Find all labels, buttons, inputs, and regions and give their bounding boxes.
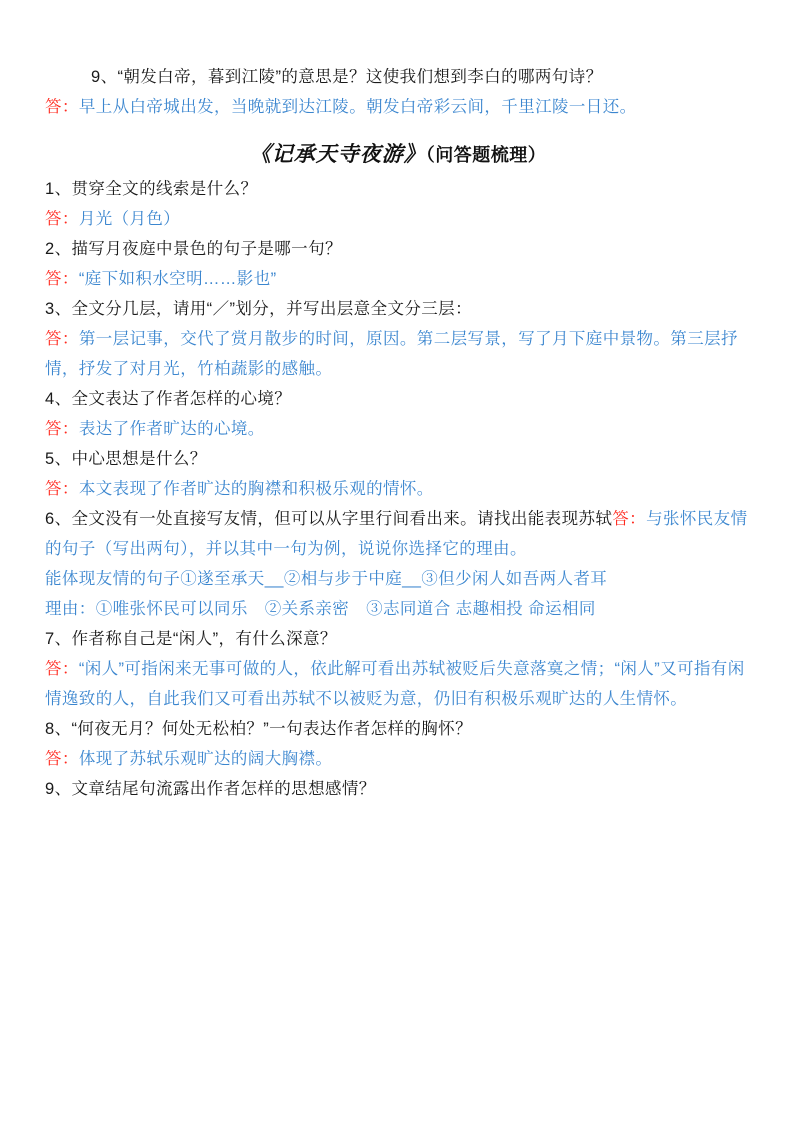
answer-label: 答： <box>45 660 79 678</box>
answer-label: 答： <box>45 750 79 768</box>
answer-text: 月光（月色） <box>78 210 181 228</box>
answer-3 <box>45 324 751 384</box>
answer-label: 答： <box>45 480 79 498</box>
question-4: 4、全文表达了作者怎样的心境？ <box>45 390 292 408</box>
answer-7 <box>45 654 751 714</box>
question-9: 9、文章结尾句流露出作者怎样的思想感情？ <box>45 780 376 798</box>
title-sub: （问答题梳理） <box>425 145 547 165</box>
title-main: 《记承天寺夜游》 <box>249 142 426 166</box>
question-5: 5、中心思想是什么？ <box>45 450 207 468</box>
answer-label: 答： <box>45 98 79 116</box>
qa-list <box>45 174 751 804</box>
question-8: 8、“何夜无月？何处无松柏？”一句表达作者怎样的胸怀？ <box>45 720 472 738</box>
question-3: 3、全文分几层，请用“／”划分，并写出层意全文分三层： <box>45 300 472 318</box>
top-answer-text: 早上从白帝城出发，当晚就到达江陵。朝发白帝彩云间，千里江陵一日还。 <box>78 98 637 116</box>
answer-text: “庭下如积水空明……影也” <box>78 270 277 288</box>
answer-6-supplement-2: 理由：①唯张怀民可以同乐 ②关系亲密 ③志同道合 志趣相投 命运相同 <box>45 600 596 618</box>
answer-1 <box>45 204 751 234</box>
top-answer-row <box>45 92 751 122</box>
answer-text: 表达了作者旷达的心境。 <box>78 420 265 438</box>
answer-label: 答： <box>45 420 79 438</box>
page-title <box>45 138 751 168</box>
answer-label: 答： <box>45 330 79 348</box>
answer-text: 体现了苏轼乐观旷达的阔大胸襟。 <box>78 750 333 768</box>
question-1: 1、贯穿全文的线索是什么？ <box>45 180 258 198</box>
document-content <box>45 62 751 804</box>
top-question: 9、“朝发白帝，暮到江陵”的意思是？这使我们想到李白的哪两句诗？ <box>91 68 603 86</box>
answer-6-text: 与张怀民友情的句子（写出两句），并以其中一句为例，说说你选择它的理由。 <box>45 510 748 558</box>
answer-label: 答： <box>612 510 647 528</box>
answer-label: 答： <box>45 210 79 228</box>
answer-4 <box>45 414 751 444</box>
answer-6-supplement-1: 能体现友情的句子①遂至承天__②相与步于中庭__③但少闲人如吾两人者耳 <box>45 570 608 588</box>
question-6-text: 6、全文没有一处直接写友情，但可以从字里行间看出来。请找出能表现苏轼 <box>45 510 613 528</box>
answer-8 <box>45 744 751 774</box>
answer-5 <box>45 474 751 504</box>
answer-text: “闲人”可指闲来无事可做的人，依此解可看出苏轼被贬后失意落寞之情；“闲人”又可指有闲情逸致的人，自此我们又可看出苏轼不以被贬为意，仍旧有积极乐观旷达的人生情怀。 <box>45 660 745 708</box>
top-section <box>45 62 751 122</box>
question-6 <box>45 504 751 564</box>
answer-text: 本文表现了作者旷达的胸襟和积极乐观的情怀。 <box>78 480 434 498</box>
answer-text: 第一层记事，交代了赏月散步的时间，原因。第二层写景，写了月下庭中景物。第三层抒情，抒发了对月光，竹柏蔬影的感触。 <box>45 330 738 378</box>
question-7: 7、作者称自己是“闲人”，有什么深意？ <box>45 630 337 648</box>
question-2: 2、描写月夜庭中景色的句子是哪一句？ <box>45 240 342 258</box>
answer-2 <box>45 264 751 294</box>
answer-label: 答： <box>45 270 79 288</box>
